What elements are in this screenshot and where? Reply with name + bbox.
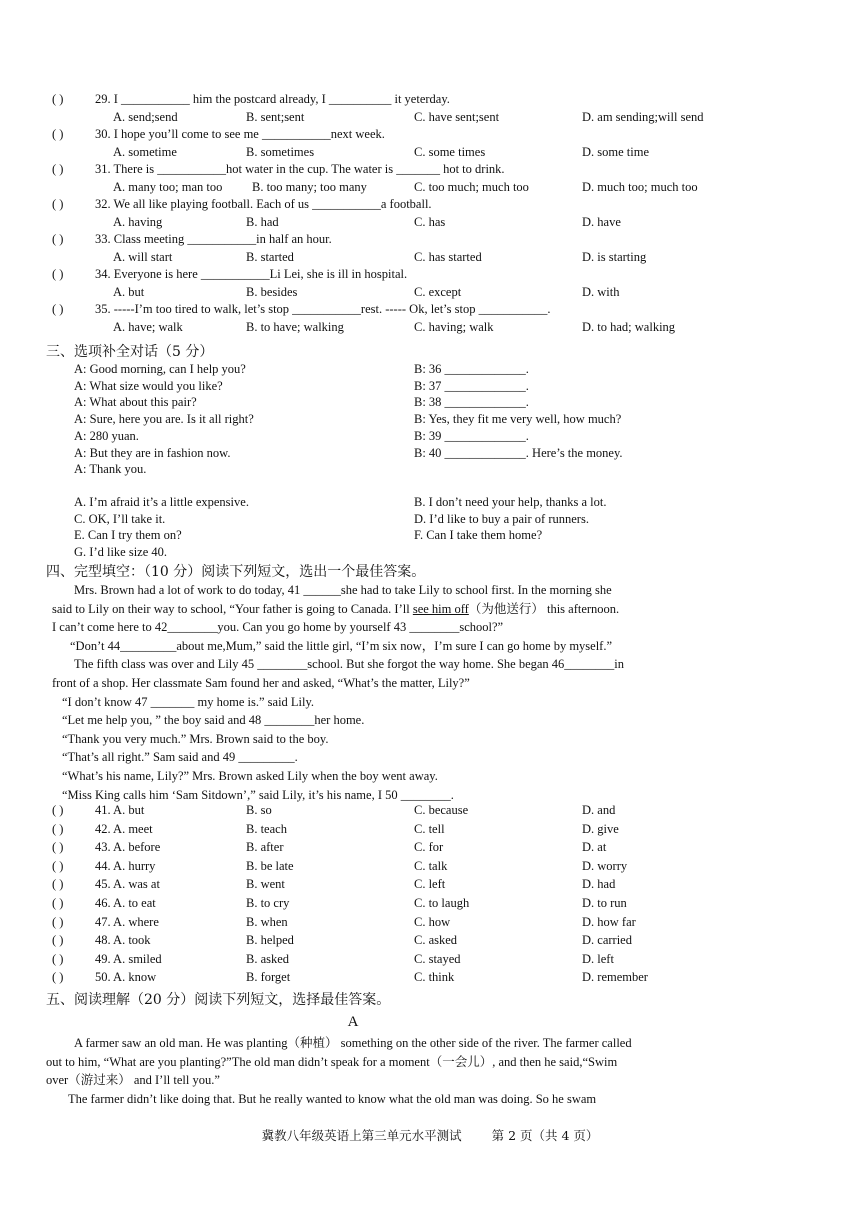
- dialogue-line: B: 36 _____________.: [414, 362, 529, 376]
- option-a: 43. A. before: [95, 840, 161, 855]
- answer-blank[interactable]: ( ): [52, 162, 64, 176]
- choice-item: C. OK, I’ll take it.: [74, 511, 166, 526]
- cloze-question-47: [52, 913, 832, 932]
- question-29: [52, 91, 832, 126]
- answer-blank[interactable]: ( ): [52, 914, 64, 929]
- choice-item: G. I’d like size 40.: [74, 545, 168, 560]
- question-30: [52, 126, 832, 161]
- option-b: B. sometimes: [246, 144, 315, 159]
- footer-page-number: 第 2 页（共 4 页）: [491, 1128, 599, 1143]
- option-c: C. for: [414, 840, 444, 855]
- passage-line: out to him, “What are you planting?”The old man didn’t speak for a moment（一会儿）, and then he said,“Swim: [46, 1054, 618, 1069]
- question-stem: 34. Everyone is here ___________Li Lei, she is ill in hospital.: [95, 267, 408, 281]
- option-d: D. much too; much too: [582, 179, 698, 194]
- answer-blank[interactable]: ( ): [52, 858, 64, 873]
- cloze-question-48: [52, 931, 832, 950]
- question-stem: 33. Class meeting ___________in half an hour.: [95, 232, 332, 246]
- option-b: B. started: [246, 249, 294, 264]
- option-d: D. am sending;will send: [582, 109, 704, 124]
- option-b: B. asked: [246, 951, 290, 966]
- cloze-question-49: [52, 950, 832, 969]
- dialogue-line: A: But they are in fashion now.: [74, 445, 231, 460]
- answer-blank[interactable]: ( ): [52, 951, 64, 966]
- answer-blank[interactable]: ( ): [52, 232, 64, 246]
- option-a: 49. A. smiled: [95, 951, 162, 966]
- option-c: C. think: [414, 970, 455, 985]
- option-d: D. and: [582, 803, 616, 817]
- answer-blank[interactable]: ( ): [52, 127, 64, 141]
- option-a: 46. A. to eat: [95, 896, 156, 910]
- cloze-question-46: [52, 894, 832, 913]
- section-3-title: 三、选项补全对话（5 分）: [46, 344, 214, 360]
- option-a: 41. A. but: [95, 803, 145, 817]
- dialogue-line: A: 280 yuan.: [74, 428, 139, 443]
- option-d: D. have: [582, 214, 621, 229]
- passage-line: Mrs. Brown had a lot of work to do today, 41 ______she had to take Lily to school first. In the morning she: [74, 583, 612, 597]
- cloze-question-43: [52, 838, 832, 857]
- option-c: C. some times: [414, 144, 486, 159]
- option-c: C. tell: [414, 821, 445, 836]
- question-stem: 29. I ___________ him the postcard already, I __________ it yeterday.: [95, 92, 450, 106]
- option-d: D. how far: [582, 914, 636, 929]
- passage-line: I can’t come here to 42________you. Can you go home by yourself 43 ________school?”: [52, 620, 504, 635]
- passage-text: （为他送行） this afternoon.: [468, 601, 620, 616]
- option-c: C. talk: [414, 858, 448, 873]
- option-c: C. too much; much too: [414, 179, 529, 194]
- passage-line: “I don’t know 47 _______ my home is.” said Lily.: [62, 694, 315, 709]
- passage-line: “Let me help you, ” the boy said and 48 ________her home.: [62, 713, 365, 728]
- cloze-question-41: [52, 801, 832, 820]
- dialogue-line: A: What about this pair?: [74, 395, 197, 410]
- option-d: D. is starting: [582, 249, 647, 264]
- dialogue-line: B: 38 _____________.: [414, 395, 529, 410]
- option-b: B. sent;sent: [246, 109, 305, 124]
- option-c: C. stayed: [414, 951, 461, 966]
- option-a: 42. A. meet: [95, 821, 153, 836]
- cloze-question-44: [52, 857, 832, 876]
- option-a: A. sometime: [113, 144, 177, 159]
- option-c: C. left: [414, 877, 446, 892]
- question-34: [52, 266, 832, 301]
- answer-blank[interactable]: ( ): [52, 896, 64, 910]
- cloze-question-45: [52, 875, 832, 894]
- option-b: B. forget: [246, 970, 291, 985]
- passage-line: “What’s his name, Lily?” Mrs. Brown asked Lily when the boy went away.: [62, 768, 438, 783]
- cloze-passage: [52, 581, 712, 804]
- option-b: B. had: [246, 214, 279, 229]
- choice-item: D. I’d like to buy a pair of runners.: [414, 511, 589, 526]
- passage-line: The fifth class was over and Lily 45 ________school. But she forgot the way home. She began 46________in: [74, 657, 625, 672]
- passage-line: “Miss King calls him ‘Sam Sitdown’,” said Lily, it’s his name, I 50 ________.: [62, 787, 454, 802]
- dialogue-line: A: Sure, here you are. Is it all right?: [74, 412, 254, 427]
- option-a: 48. A. took: [95, 933, 151, 948]
- dialogue-line: B: 37 _____________.: [414, 378, 529, 393]
- option-d: D. worry: [582, 858, 628, 873]
- option-c: C. to laugh: [414, 896, 470, 910]
- option-d: D. to run: [582, 896, 627, 910]
- choice-item: B. I don’t need your help, thanks a lot.: [414, 495, 607, 509]
- passage-line: A farmer saw an old man. He was planting（种植） something on the other side of the river. The farmer called: [74, 1036, 632, 1050]
- footer-title: 冀教八年级英语上第三单元水平测试: [261, 1128, 462, 1143]
- option-a: A. having: [113, 214, 163, 229]
- section-5-title: 五、阅读理解（20 分）阅读下列短文，选择最佳答案。: [46, 992, 391, 1008]
- dialogue-left: [74, 361, 254, 478]
- question-31: [52, 161, 832, 196]
- option-b: B. too many; too many: [252, 179, 367, 194]
- option-b: B. so: [246, 803, 272, 817]
- answer-blank[interactable]: ( ): [52, 197, 64, 211]
- option-c: C. except: [414, 284, 462, 299]
- answer-blank[interactable]: ( ): [52, 92, 64, 106]
- option-a: A. have; walk: [113, 319, 183, 334]
- passage-line: “Thank you very much.” Mrs. Brown said to the boy.: [62, 731, 329, 746]
- answer-blank[interactable]: ( ): [52, 302, 64, 316]
- option-a: A. send;send: [113, 109, 178, 124]
- underlined-phrase: see him off: [412, 601, 469, 616]
- option-c: C. have sent;sent: [414, 109, 500, 124]
- option-a: 45. A. was at: [95, 877, 160, 892]
- option-b: B. when: [246, 914, 288, 929]
- cloze-question-42: [52, 820, 832, 839]
- answer-blank[interactable]: ( ): [52, 821, 64, 836]
- option-d: D. at: [582, 840, 607, 855]
- passage-line: The farmer didn’t like doing that. But he really wanted to know what the old man was doing. So he swam: [68, 1091, 597, 1106]
- dialogue-line: A: Thank you.: [74, 462, 147, 477]
- option-a: 47. A. where: [95, 914, 159, 929]
- option-b: B. to have; walking: [246, 319, 344, 334]
- option-b: B. helped: [246, 933, 294, 948]
- reading-passage-a: [46, 1034, 706, 1108]
- dialogue-line: B: Yes, they fit me very well, how much?: [414, 412, 622, 427]
- option-b: B. after: [246, 840, 284, 855]
- option-a: 44. A. hurry: [95, 858, 156, 873]
- option-a: 50. A. know: [95, 970, 157, 985]
- question-stem: 35. -----I’m too tired to walk, let’s stop ___________rest. ----- Ok, let’s stop ___________.: [95, 302, 551, 316]
- section-4-title: 四、完型填空：（10 分）阅读下列短文，选出一个最佳答案。: [46, 564, 426, 580]
- option-b: B. went: [246, 877, 285, 892]
- option-d: D. some time: [582, 144, 650, 159]
- choices-right: [414, 494, 606, 544]
- option-c: C. has started: [414, 249, 482, 264]
- question-32: [52, 196, 832, 231]
- option-d: D. with: [582, 284, 620, 299]
- question-stem: 30. I hope you’ll come to see me ___________next week.: [95, 127, 385, 141]
- question-stem: 31. There is ___________hot water in the cup. The water is _______ hot to drink.: [95, 162, 505, 176]
- option-a: A. will start: [113, 249, 173, 264]
- option-b: B. to cry: [246, 896, 290, 910]
- option-d: D. carried: [582, 933, 632, 948]
- option-b: B. teach: [246, 821, 287, 836]
- answer-blank[interactable]: ( ): [52, 803, 64, 817]
- option-d: D. remember: [582, 970, 648, 985]
- dialogue-line: A: Good morning, can I help you?: [74, 362, 246, 376]
- option-c: C. has: [414, 214, 446, 229]
- answer-blank[interactable]: ( ): [52, 970, 64, 985]
- passage-line: over（游过来） and I’ll tell you.”: [46, 1073, 220, 1088]
- choice-item: F. Can I take them home?: [414, 528, 543, 543]
- dialogue-line: A: What size would you like?: [74, 378, 223, 393]
- cloze-question-50: [52, 968, 832, 987]
- option-a: A. many too; man too: [113, 179, 223, 194]
- dialogue-line: B: 40 _____________. Here’s the money.: [414, 445, 623, 460]
- passage-line: front of a shop. Her classmate Sam found her and asked, “What’s the matter, Lily?”: [52, 675, 470, 690]
- question-33: [52, 231, 832, 266]
- answer-blank[interactable]: ( ): [52, 877, 64, 892]
- option-d: D. to had; walking: [582, 319, 676, 334]
- choices-left: [74, 494, 249, 561]
- answer-blank[interactable]: ( ): [52, 840, 64, 855]
- choice-item: E. Can I try them on?: [74, 528, 182, 543]
- passage-line: “Don’t 44_________about me,Mum,” said the little girl, “I’m six now，I’m sure I can go home by myself.”: [70, 638, 613, 653]
- option-c: C. having; walk: [414, 319, 494, 334]
- option-d: D. give: [582, 821, 619, 836]
- option-b: B. be late: [246, 858, 294, 873]
- answer-blank[interactable]: ( ): [52, 933, 64, 948]
- passage-line: [52, 600, 712, 619]
- option-b: B. besides: [246, 284, 298, 299]
- dialogue-line: B: 39 _____________.: [414, 428, 529, 443]
- choice-item: A. I’m afraid it’s a little expensive.: [74, 495, 249, 509]
- option-a: A. but: [113, 284, 145, 299]
- option-c: C. asked: [414, 933, 458, 948]
- option-c: C. because: [414, 803, 469, 817]
- option-c: C. how: [414, 914, 451, 929]
- option-d: D. had: [582, 877, 616, 892]
- dialogue-right: [414, 361, 623, 461]
- passage-text: said to Lily on their way to school, “Your father is going to Canada. I’ll: [52, 601, 413, 616]
- option-d: D. left: [582, 951, 614, 966]
- question-35: [52, 301, 832, 336]
- passage-line: “That’s all right.” Sam said and 49 _________.: [62, 750, 298, 765]
- page-footer: [0, 1126, 860, 1144]
- passage-label: A: [347, 1014, 359, 1030]
- answer-blank[interactable]: ( ): [52, 267, 64, 281]
- question-stem: 32. We all like playing football. Each of us ___________a football.: [95, 197, 432, 211]
